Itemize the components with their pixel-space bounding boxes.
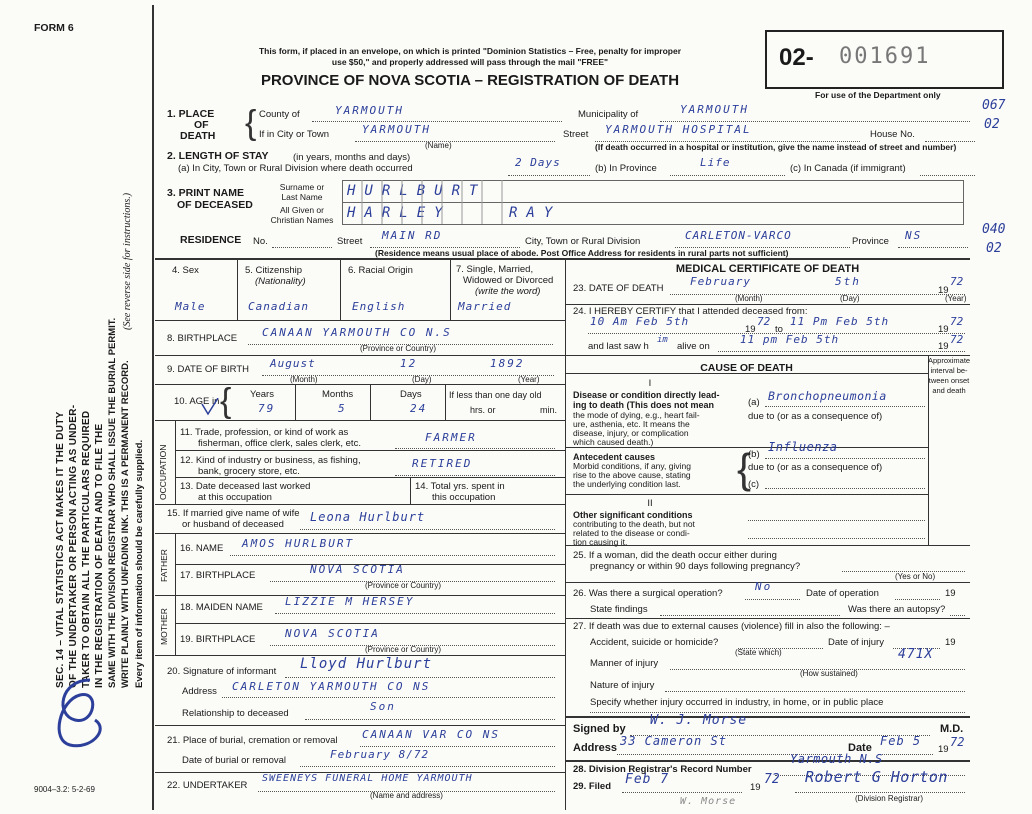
attended-from: 10 Am Feb 5th bbox=[590, 315, 690, 328]
dob-year-note: (Year) bbox=[518, 375, 540, 384]
due-to-b: due to (or as a consequence of) bbox=[748, 462, 883, 473]
side-notice-3: TAKER TO OBTAIN ALL THE PARTICULARS REQUIRED bbox=[81, 410, 92, 688]
antecedent-1: Antecedent causes bbox=[573, 452, 656, 462]
dod-day-note: (Day) bbox=[840, 294, 860, 303]
relationship-label: Relationship to deceased bbox=[182, 708, 289, 719]
undertaker-label: 22. UNDERTAKER bbox=[167, 780, 248, 791]
father-birthplace-note: (Province or Country) bbox=[365, 581, 442, 590]
last-saw-label: and last saw h bbox=[588, 341, 649, 352]
residence-prov-label: Province bbox=[852, 236, 889, 247]
given-label-1: All Given or bbox=[280, 205, 324, 215]
margin-code-1: 067 bbox=[982, 98, 1006, 113]
industry-label-1: 12. Kind of industry or business, as fishing, bbox=[180, 455, 361, 466]
registration-number-box bbox=[765, 30, 1004, 89]
county-label: County of bbox=[259, 109, 300, 120]
father-name-label: 16. NAME bbox=[180, 543, 224, 554]
marital-label-2: Widowed or Divorced bbox=[463, 275, 554, 286]
part-2-label: II bbox=[647, 498, 653, 509]
antecedent-4: the underlying condition last. bbox=[573, 479, 681, 489]
dod-year: 72 bbox=[950, 275, 964, 288]
interval-label-1: Approximate bbox=[928, 356, 971, 365]
residence-city-label: City, Town or Rural Division bbox=[525, 236, 641, 247]
industry-label-2: bank, grocery store, etc. bbox=[198, 466, 300, 477]
city-label: If in City or Town bbox=[259, 129, 330, 140]
q27-label: 27. If death was due to external causes (violence) fill in also the following: – bbox=[573, 621, 890, 632]
interval-label-4: and death bbox=[932, 386, 966, 395]
reg-prefix: 02- bbox=[779, 44, 814, 71]
street-label: Street bbox=[563, 129, 589, 140]
municipality-label: Municipality of bbox=[578, 109, 639, 120]
antecedent-brace-icon: { bbox=[737, 445, 752, 492]
division-registrar-note: (Division Registrar) bbox=[855, 794, 924, 803]
specify-label: Specify whether injury occurred in industry, in home, or in public place bbox=[590, 697, 884, 708]
birthplace-note: (Province or Country) bbox=[360, 344, 437, 353]
dob-label: 9. DATE OF BIRTH bbox=[167, 364, 249, 375]
cert-yr: 72 bbox=[950, 735, 965, 749]
citizenship-sub: (Nationality) bbox=[255, 276, 306, 287]
side-instructions: (See reverse side for instructions.) bbox=[122, 192, 133, 330]
city-name-note: (Name) bbox=[425, 141, 452, 150]
marital-label-3: (write the word) bbox=[475, 286, 541, 297]
autopsy-label: Was there an autopsy? bbox=[848, 604, 946, 615]
nature-label: Nature of injury bbox=[590, 680, 655, 691]
alive-on-label: alive on bbox=[677, 341, 710, 352]
place-label-1: 1. PLACE bbox=[167, 108, 215, 120]
surname-label-2: Last Name bbox=[281, 192, 323, 202]
age-months-label: Months bbox=[322, 389, 354, 400]
dob-month: August bbox=[270, 357, 316, 370]
antecedent-2: Morbid conditions, if any, giving bbox=[573, 461, 691, 471]
place-label-2: OF bbox=[194, 119, 209, 131]
mother-birthplace-note: (Province or Country) bbox=[365, 645, 442, 654]
house-no-label: House No. bbox=[870, 129, 915, 140]
informant-signature-label: 20. Signature of informant bbox=[167, 666, 277, 677]
cause-b-value: Influenza bbox=[768, 440, 838, 454]
undertaker-value: SWEENEYS FUNERAL HOME YARMOUTH bbox=[262, 773, 473, 784]
maiden-name-label: 18. MAIDEN NAME bbox=[180, 602, 263, 613]
residence-city-value: CARLETON-VARCO bbox=[685, 229, 792, 242]
dod-year-note: (Year) bbox=[945, 294, 967, 303]
stay-a-label: (a) In City, Town or Rural Division where death occurred bbox=[178, 163, 413, 174]
age-hrs-label: hrs. or bbox=[470, 405, 496, 415]
cause-title: CAUSE OF DEATH bbox=[700, 362, 793, 374]
mother-birthplace-value: NOVA SCOTIA bbox=[285, 627, 380, 640]
age-min-label: min. bbox=[540, 405, 558, 415]
race-value: English bbox=[352, 300, 406, 313]
burial-place-value: CANAAN VAR CO NS bbox=[362, 728, 500, 741]
hospital-note: (If death occurred in a hospital or institution, give the name instead of street and number) bbox=[595, 142, 957, 152]
county-value: YARMOUTH bbox=[335, 104, 404, 117]
signed-by-label: Signed by bbox=[573, 723, 626, 735]
letter-grid-icon bbox=[342, 180, 964, 224]
filed-value: Feb 7 bbox=[625, 772, 670, 787]
due-to-a: due to (or as a consequence of) bbox=[748, 411, 883, 422]
residence-note: (Residence means usual place of abode. Post Office Address for residents in rural parts not sufficient) bbox=[375, 248, 789, 258]
side-notice-6: WRITE PLAINLY WITH UNFADING INK. THIS IS A PERMANENT RECORD. bbox=[120, 360, 131, 688]
age-years-label: Years bbox=[250, 389, 274, 400]
father-birthplace-label: 17. BIRTHPLACE bbox=[180, 570, 256, 581]
direct-cause-6: which caused death.) bbox=[573, 437, 654, 447]
operation-date-label: Date of operation bbox=[806, 588, 879, 599]
age-years-value: 79 bbox=[258, 402, 276, 415]
birthplace-label: 8. BIRTHPLACE bbox=[167, 333, 238, 344]
attended-to-word: to bbox=[775, 324, 783, 335]
cert-date-label: Date bbox=[848, 742, 872, 754]
registrar-signature: Robert G Horton bbox=[805, 768, 948, 786]
margin-code-2: 02 bbox=[984, 117, 1000, 132]
last-saw-him: im bbox=[657, 335, 668, 345]
stamp-mark-icon bbox=[40, 660, 120, 760]
burial-date-value: February 8/72 bbox=[330, 748, 430, 761]
reg-number: 001691 bbox=[839, 44, 931, 69]
informant-address-label: Address bbox=[182, 686, 217, 697]
spouse-label-1: 15. If married give name of wife bbox=[167, 508, 300, 519]
street-value: YARMOUTH HOSPITAL bbox=[605, 123, 752, 136]
page-title: PROVINCE OF NOVA SCOTIA – REGISTRATION OF DEATH bbox=[260, 72, 680, 89]
burial-date-label: Date of burial or removal bbox=[182, 755, 287, 766]
direct-cause-2: ing to death (This does not mean bbox=[573, 400, 715, 410]
trade-label-2: fisherman, office clerk, sales clerk, etc. bbox=[198, 438, 361, 449]
father-side-label: FATHER bbox=[159, 549, 169, 582]
side-every-item: Every item of information should be carefully supplied. bbox=[134, 439, 145, 688]
injury-19: 19 bbox=[945, 637, 956, 648]
place-label-3: DEATH bbox=[180, 130, 216, 142]
age-days-value: 24 bbox=[410, 402, 428, 415]
dod-day: 5th bbox=[835, 275, 861, 288]
cause-b-label: (b) bbox=[748, 449, 760, 460]
given-value-2: RAY bbox=[509, 205, 562, 221]
medical-title: MEDICAL CERTIFICATE OF DEATH bbox=[675, 263, 860, 275]
margin-code-4: 02 bbox=[986, 241, 1002, 256]
informant-signature: Lloyd Hurlburt bbox=[300, 656, 433, 672]
attended-yr-1: 72 bbox=[757, 315, 771, 328]
father-name-value: AMOS HURLBURT bbox=[242, 537, 355, 550]
mother-side-label: MOTHER bbox=[159, 608, 169, 645]
last-19: 19 bbox=[938, 341, 949, 352]
residence-label: RESIDENCE bbox=[180, 234, 242, 246]
operation-19: 19 bbox=[945, 588, 956, 599]
dob-day-note: (Day) bbox=[412, 375, 432, 384]
given-label-2: Christian Names bbox=[270, 215, 334, 225]
registrar-place: Yarmouth N.S bbox=[790, 752, 883, 766]
q25-line-2: pregnancy or within 90 days following pregnancy? bbox=[590, 561, 801, 572]
total-years-label-2: this occupation bbox=[432, 492, 496, 503]
mail-notice-1: This form, if placed in an envelope, on which is printed "Dominion Statistics – Free, penalty for improper bbox=[258, 46, 682, 56]
industry-value: RETIRED bbox=[412, 457, 473, 470]
cause-a-label: (a) bbox=[748, 397, 760, 408]
sex-value: Male bbox=[175, 300, 206, 313]
doctor-address-label: Address bbox=[573, 742, 618, 754]
last-worked-label-2: at this occupation bbox=[198, 492, 272, 503]
stay-b-value: Life bbox=[700, 156, 731, 169]
side-notice-5: SAME WITH THE DIVISION REGISTRAR WHO SHALL ISSUE THE BURIAL PERMIT. bbox=[107, 317, 118, 688]
injury-date-label: Date of injury bbox=[828, 637, 884, 648]
father-birthplace-value: NOVA SCOTIA bbox=[310, 563, 405, 576]
q26-label: 26. Was there a surgical operation? bbox=[573, 588, 723, 599]
residence-no-label: No. bbox=[253, 236, 268, 247]
dob-day: 12 bbox=[400, 357, 418, 370]
mother-birthplace-label: 19. BIRTHPLACE bbox=[180, 634, 256, 645]
spouse-label-2: or husband of deceased bbox=[182, 519, 284, 530]
residence-prov-value: NS bbox=[905, 229, 923, 242]
form-code: 9004–3.2: 5-2-69 bbox=[34, 785, 95, 794]
certify-label: 24. I HEREBY CERTIFY that I attended deceased from: bbox=[573, 306, 808, 317]
total-years-label-1: 14. Total yrs. spent in bbox=[415, 481, 505, 492]
race-label: 6. Racial Origin bbox=[348, 265, 413, 276]
given-value-1: HARLEY bbox=[347, 205, 452, 221]
stay-label: 2. LENGTH OF STAY bbox=[167, 150, 269, 162]
stay-b-label: (b) In Province bbox=[595, 163, 657, 174]
undertaker-note: (Name and address) bbox=[370, 791, 443, 800]
yes-no-note: (Yes or No) bbox=[895, 572, 936, 581]
attended-19-1: 19 bbox=[745, 324, 756, 335]
sex-label: 4. Sex bbox=[172, 265, 199, 276]
burial-place-label: 21. Place of burial, cremation or removal bbox=[167, 735, 338, 746]
accident-label: Accident, suicide or homicide? bbox=[590, 637, 719, 648]
cause-c-label: (c) bbox=[748, 479, 760, 490]
birthplace-value: CANAAN YARMOUTH CO N.S bbox=[262, 326, 452, 339]
side-notice-2: OF THE UNDERTAKER OR PERSON ACTING AS UNDER- bbox=[68, 404, 79, 688]
other-cond-1: Other significant conditions bbox=[573, 510, 693, 520]
spouse-value: Leona Hurlburt bbox=[310, 510, 426, 524]
mail-notice-2: use $50," and properly addressed will pass through the mail "FREE" bbox=[331, 57, 609, 67]
cause-a-value: Bronchopneumonia bbox=[768, 389, 887, 403]
doctor-address-value: 33 Cameron St bbox=[620, 734, 727, 748]
brace-icon: { bbox=[245, 104, 257, 142]
surname-value: HURLBURT bbox=[347, 183, 487, 199]
manner-label: Manner of injury bbox=[590, 658, 659, 669]
citizenship-label: 5. Citizenship bbox=[245, 265, 303, 276]
record-number-label: 28. Division Registrar's Record Number bbox=[573, 764, 752, 775]
name-label-1: 3. PRINT NAME bbox=[167, 187, 245, 199]
last-worked-label-1: 13. Date deceased last worked bbox=[180, 481, 311, 492]
md-label: M.D. bbox=[940, 723, 964, 735]
last-yr: 72 bbox=[950, 333, 964, 346]
relationship-value: Son bbox=[370, 700, 396, 713]
dept-use-label: For use of the Department only bbox=[815, 90, 941, 100]
date-of-death-label: 23. DATE OF DEATH bbox=[573, 283, 664, 294]
trade-label-1: 11. Trade, profession, or kind of work as bbox=[180, 427, 349, 438]
stay-c-label: (c) In Canada (if immigrant) bbox=[790, 163, 906, 174]
marital-label-1: 7. Single, Married, bbox=[456, 264, 534, 275]
interval-label-2: interval be- bbox=[930, 366, 968, 375]
municipality-value: YARMOUTH bbox=[680, 103, 749, 116]
last-saw-value: 11 pm Feb 5th bbox=[740, 333, 840, 346]
antecedent-3: rise to the above cause, stating bbox=[573, 470, 691, 480]
direct-cause-3: the mode of dying, e.g., heart fail- bbox=[573, 410, 700, 420]
cert-date-value: Feb 5 bbox=[880, 734, 922, 748]
age-months-value: 5 bbox=[338, 402, 347, 415]
residence-street-label: Street bbox=[337, 236, 363, 247]
part-1-label: I bbox=[648, 378, 652, 389]
direct-cause-4: ure, asthenia, etc. It means the bbox=[573, 419, 690, 429]
surname-label-1: Surname or bbox=[279, 182, 325, 192]
side-notice-1: SEC. 14 – VITAL STATISTICS ACT MAKES IT THE DUTY bbox=[55, 411, 66, 688]
age-brace-icon: { bbox=[220, 382, 232, 420]
dob-month-note: (Month) bbox=[290, 375, 318, 384]
signed-by-value: W. J. Morse bbox=[650, 713, 748, 728]
maiden-name-value: LIZZIE M HERSEY bbox=[285, 595, 415, 608]
filed-19: 19 bbox=[750, 782, 761, 793]
direct-cause-5: disease, injury, or complication bbox=[573, 428, 689, 438]
city-value: YARMOUTH bbox=[362, 123, 431, 136]
interval-label-3: tween onset bbox=[928, 376, 970, 385]
margin-code-3: 040 bbox=[982, 222, 1006, 237]
filed-yr: 72 bbox=[764, 772, 780, 787]
dod-year-prefix: 19 bbox=[938, 285, 949, 296]
dod-month: February bbox=[690, 275, 751, 288]
marital-value: Married bbox=[458, 300, 512, 313]
occupation-side-label: OCCUPATION bbox=[158, 444, 168, 500]
direct-cause-1: Disease or condition directly lead- bbox=[573, 390, 720, 400]
form-number: FORM 6 bbox=[34, 22, 74, 34]
filed-label: 29. Filed bbox=[573, 781, 612, 792]
name-label-2: OF DECEASED bbox=[177, 199, 253, 211]
state-which-note: (State which) bbox=[735, 648, 782, 657]
carbon-name: W. Morse bbox=[680, 796, 737, 807]
check-mark-icon bbox=[200, 398, 220, 416]
attended-to: 11 Pm Feb 5th bbox=[790, 315, 890, 328]
dod-month-note: (Month) bbox=[735, 294, 763, 303]
dob-year: 1892 bbox=[490, 357, 525, 370]
cert-19: 19 bbox=[938, 744, 949, 755]
age-days-label: Days bbox=[400, 389, 422, 400]
stay-a-value: 2 Days bbox=[515, 156, 561, 169]
stay-note: (in years, months and days) bbox=[293, 152, 411, 163]
q25-line-1: 25. If a woman, did the death occur either during bbox=[573, 550, 777, 561]
citizenship-value: Canadian bbox=[248, 300, 309, 313]
other-cond-2: contributing to the death, but not bbox=[573, 519, 695, 529]
q26-value: No bbox=[755, 580, 773, 593]
attended-19-2: 19 bbox=[938, 324, 949, 335]
other-cond-4: tion causing it. bbox=[573, 537, 628, 547]
other-cond-3: related to the disease or condi- bbox=[573, 528, 690, 538]
age-label: 10. AGE in bbox=[174, 396, 220, 407]
side-notice-4: IN THE REGISTRATION OF DEATH AND TO FILE THE bbox=[94, 423, 105, 688]
trade-value: FARMER bbox=[425, 431, 477, 444]
how-sustained-note: (How sustained) bbox=[800, 669, 858, 678]
manner-code: 471X bbox=[898, 647, 934, 662]
attended-yr-2: 72 bbox=[950, 315, 964, 328]
age-under-day-label: If less than one day old bbox=[449, 390, 542, 400]
informant-address: CARLETON YARMOUTH CO NS bbox=[232, 680, 431, 693]
residence-street-value: MAIN RD bbox=[382, 229, 443, 242]
state-findings-label: State findings bbox=[590, 604, 648, 615]
